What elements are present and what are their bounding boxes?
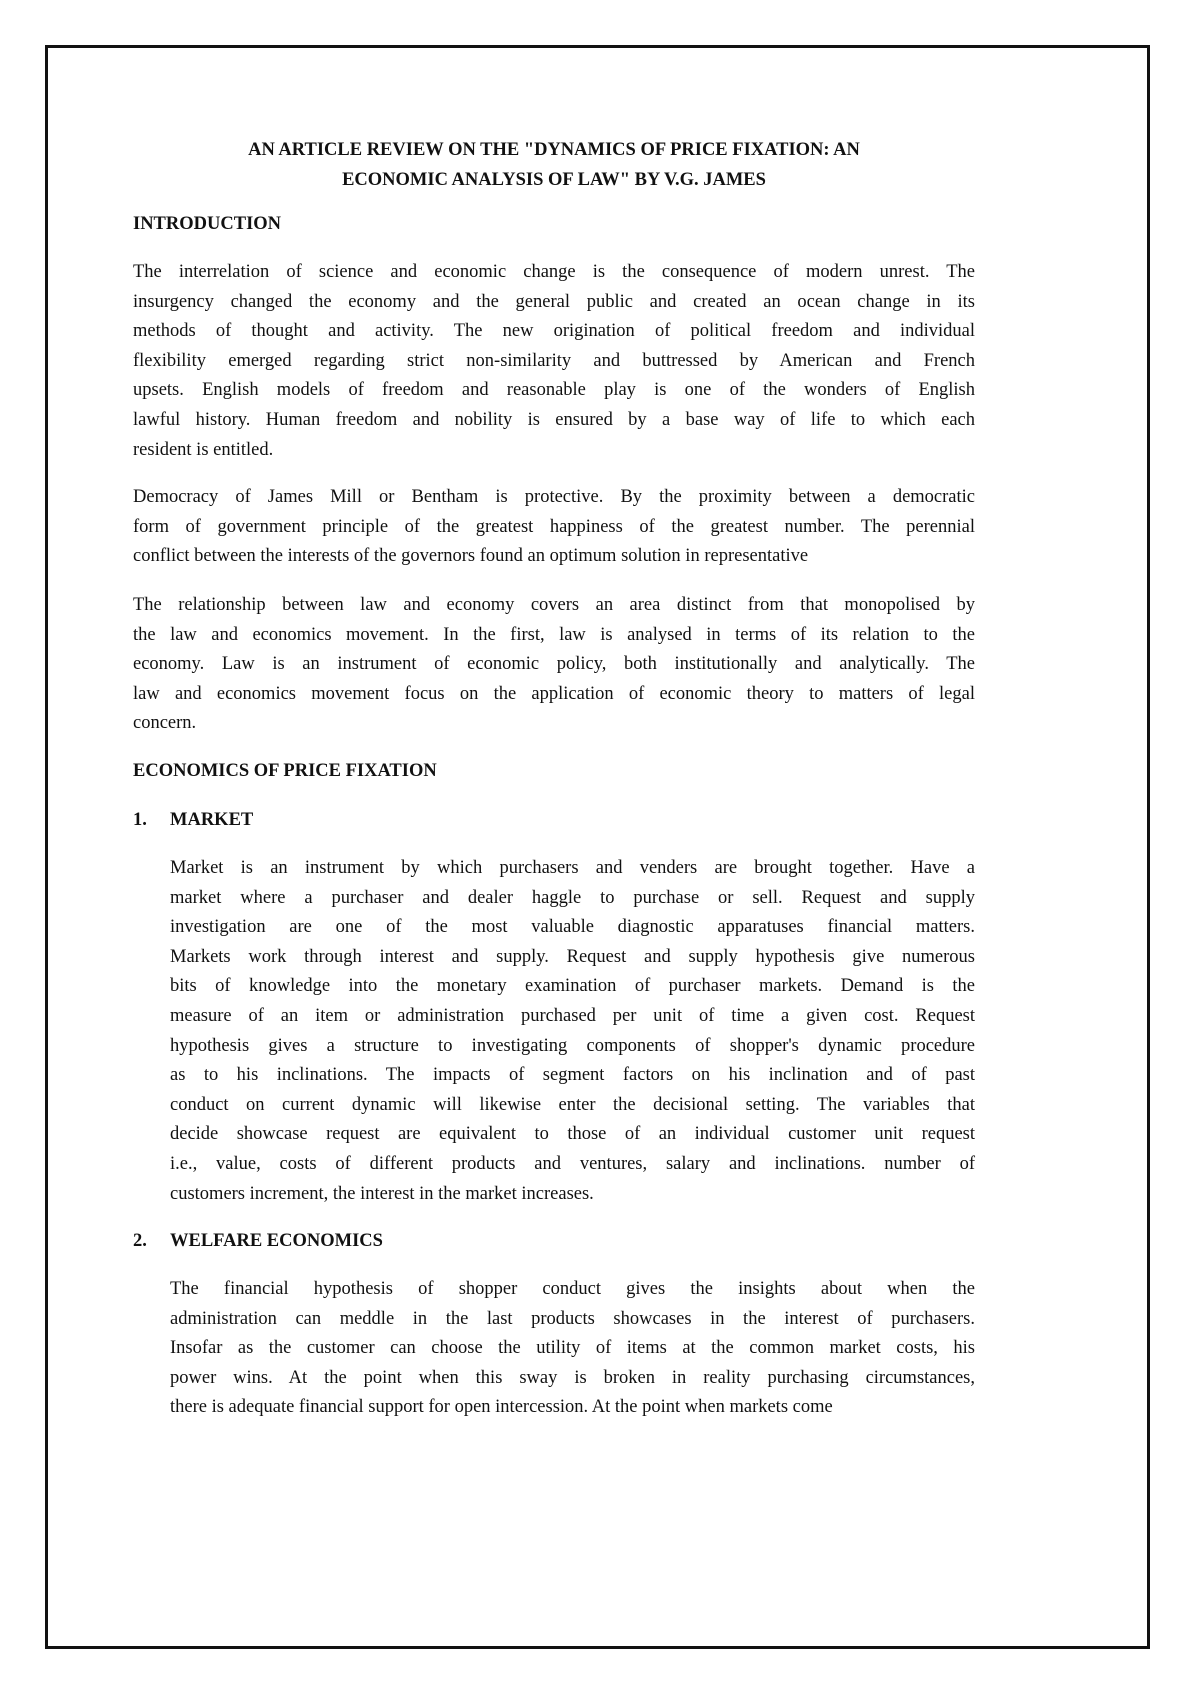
text-line: hypothesis gives a structure to investigating components of shopper's dynamic procedure [170,1035,975,1056]
heading-market [133,806,975,836]
text-line: law and economics movement focus on the application of economic theory to matters of legal [133,683,975,704]
text-line: bits of knowledge into the monetary examination of purchaser markets. Demand is the [170,976,975,997]
text-line: upsets. English models of freedom and reasonable play is one of the wonders of English [133,380,975,401]
text-line: lawful history. Human freedom and nobility is ensured by a base way of life to which each [133,409,975,430]
text-line: decide showcase request are equivalent to those of an individual customer unit request [170,1124,975,1145]
section-number: 2. [133,1231,147,1251]
intro-paragraph-3 [133,591,975,739]
text-line: measure of an item or administration purchased per unit of time a given cost. Request [170,1005,975,1026]
heading-introduction: INTRODUCTION [133,214,282,234]
heading-welfare-economics [133,1227,975,1257]
text-line: investigation are one of the most valuable diagnostic apparatuses financial matters. [170,917,975,938]
text-line: economy. Law is an instrument of economic policy, both institutionally and analytically. The [133,654,975,675]
welfare-paragraph [170,1275,975,1423]
section-number: 1. [133,810,147,830]
text-line: flexibility emerged regarding strict non-similarity and buttressed by American and French [133,350,975,371]
text-line: Markets work through interest and supply. Request and supply hypothesis give numerous [170,946,975,967]
text-line: administration can meddle in the last products showcases in the interest of purchasers. [170,1308,975,1329]
market-paragraph [170,854,975,1209]
document-title [133,135,975,195]
text-line: there is adequate financial support for open intercession. At the point when markets come [170,1397,833,1418]
title-line: AN ARTICLE REVIEW ON THE "DYNAMICS OF PRICE FIXATION: AN [248,140,860,160]
text-line: the law and economics movement. In the first, law is analysed in terms of its relation to the [133,624,975,645]
text-line: i.e., value, costs of different products and ventures, salary and inclinations. number of [170,1153,975,1174]
text-line: form of government principle of the greatest happiness of the greatest number. The perennial [133,516,975,537]
text-line: resident is entitled. [133,439,274,460]
text-line: The interrelation of science and economic change is the consequence of modern unrest. The [133,262,975,282]
intro-paragraph-1 [133,258,975,465]
heading-economics: ECONOMICS OF PRICE FIXATION [133,761,437,781]
intro-paragraph-2 [133,483,975,572]
text-line: Insofar as the customer can choose the utility of items at the common market costs, his [170,1338,975,1359]
text-line: customers increment, the interest in the market increases. [170,1183,594,1204]
text-line: conduct on current dynamic will likewise enter the decisional setting. The variables that [170,1094,975,1115]
text-line: Democracy of James Mill or Bentham is protective. By the proximity between a democratic [133,487,975,507]
text-line: methods of thought and activity. The new origination of political freedom and individual [133,321,975,342]
section-heading: MARKET [170,810,254,830]
text-line: as to his inclinations. The impacts of segment factors on his inclination and of past [170,1065,975,1086]
text-line: conflict between the interests of the governors found an optimum solution in representative [133,546,809,567]
text-line: power wins. At the point when this sway is broken in reality purchasing circumstances, [170,1367,975,1388]
text-line: insurgency changed the economy and the general public and created an ocean change in its [133,291,975,312]
title-line: ECONOMIC ANALYSIS OF LAW" BY V.G. JAMES [342,170,766,190]
text-line: Market is an instrument by which purchasers and venders are brought together. Have a [170,858,975,878]
text-line: market where a purchaser and dealer haggle to purchase or sell. Request and supply [170,887,975,908]
section-heading: WELFARE ECONOMICS [170,1231,383,1251]
text-line: concern. [133,713,197,734]
text-line: The relationship between law and economy covers an area distinct from that monopolised by [133,595,975,615]
text-line: The financial hypothesis of shopper conduct gives the insights about when the [170,1279,975,1299]
